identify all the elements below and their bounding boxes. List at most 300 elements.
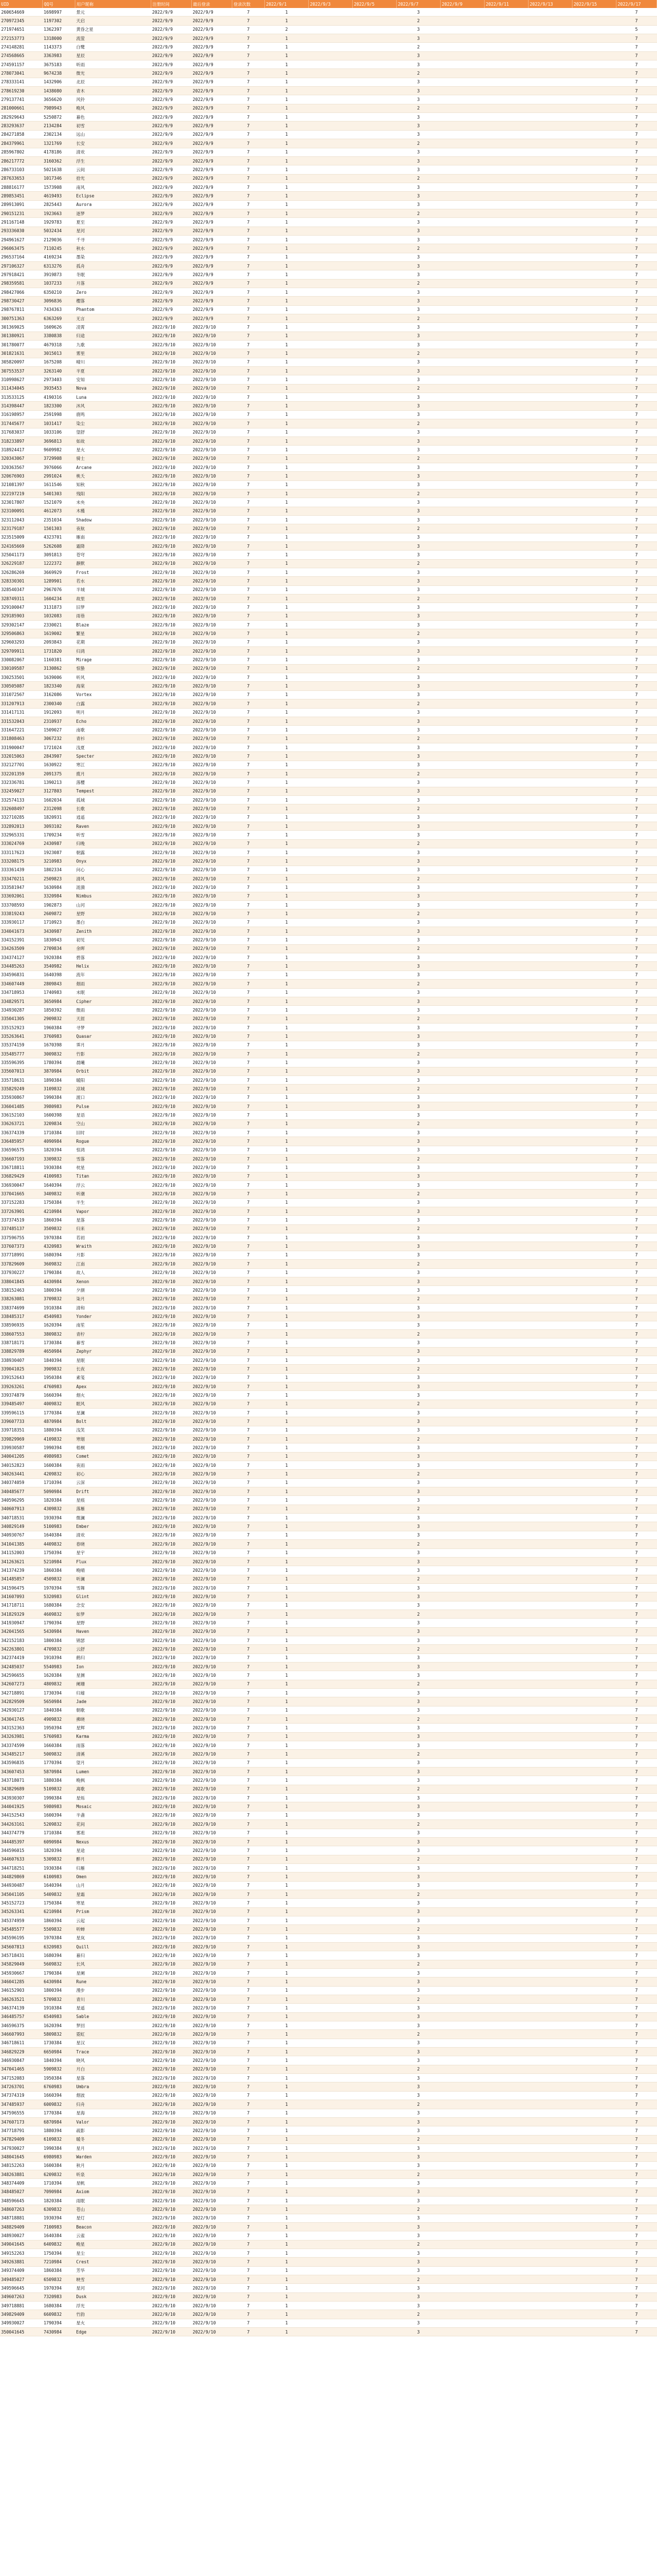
table-row[interactable] (0, 682, 657, 690)
table-cell: 1 (265, 1487, 309, 1496)
table-row[interactable] (0, 1978, 657, 1986)
table-row[interactable] (0, 1409, 657, 1417)
table-cell: 7 (616, 8, 657, 17)
table-row[interactable] (0, 927, 657, 936)
table-row[interactable] (0, 717, 657, 725)
table-row[interactable] (0, 1347, 657, 1356)
table-row[interactable] (0, 1146, 657, 1154)
table-row[interactable] (0, 95, 657, 104)
table-row[interactable] (0, 1119, 657, 1128)
table-row[interactable] (0, 1277, 657, 1285)
table-row[interactable] (0, 524, 657, 533)
table-row[interactable] (0, 980, 657, 988)
table-row[interactable] (0, 34, 657, 43)
table-cell: 340041205 (0, 1452, 43, 1461)
table-row[interactable] (0, 17, 657, 25)
table-row[interactable] (0, 1662, 657, 1671)
table-row[interactable] (0, 261, 657, 270)
table-row[interactable] (0, 253, 657, 261)
table-cell: 297106327 (0, 261, 43, 270)
table-row[interactable] (0, 1863, 657, 1872)
table-row[interactable] (0, 1207, 657, 1216)
table-row[interactable] (0, 1260, 657, 1268)
table-row[interactable] (0, 1321, 657, 1329)
column-header[interactable]: 最后登录 (192, 0, 232, 8)
table-row[interactable] (0, 375, 657, 384)
table-row[interactable] (0, 1995, 657, 2004)
table-cell: 天涯 (75, 1014, 151, 1023)
table-row[interactable] (0, 936, 657, 944)
column-header[interactable]: 2022/9/15 (573, 0, 616, 8)
table-row[interactable] (0, 2275, 657, 2284)
table-row[interactable] (0, 2126, 657, 2135)
table-row[interactable] (0, 831, 657, 839)
table-row[interactable] (0, 331, 657, 340)
table-row[interactable] (0, 1487, 657, 1496)
table-row[interactable] (0, 1837, 657, 1846)
table-row[interactable] (0, 1172, 657, 1180)
table-row[interactable] (0, 122, 657, 130)
table-row[interactable] (0, 1452, 657, 1461)
table-row[interactable] (0, 1382, 657, 1390)
table-row[interactable] (0, 1890, 657, 1898)
table-row[interactable] (0, 1855, 657, 1863)
table-cell: 7 (616, 1583, 657, 1592)
table-row[interactable] (0, 804, 657, 813)
table-row[interactable] (0, 1417, 657, 1426)
table-row[interactable] (0, 1329, 657, 1338)
table-row[interactable] (0, 2048, 657, 2056)
table-row[interactable] (0, 962, 657, 970)
table-row[interactable] (0, 1093, 657, 1102)
table-row[interactable] (0, 1653, 657, 1662)
table-row[interactable] (0, 726, 657, 734)
table-row[interactable] (0, 1111, 657, 1119)
table-row[interactable] (0, 235, 657, 244)
column-header[interactable]: 2022/9/7 (397, 0, 441, 8)
table-row[interactable] (0, 787, 657, 795)
table-row[interactable] (0, 341, 657, 349)
table-row[interactable] (0, 2004, 657, 2012)
table-row[interactable] (0, 393, 657, 402)
table-row[interactable] (0, 1085, 657, 1093)
table-row[interactable] (0, 305, 657, 314)
table-row[interactable] (0, 1540, 657, 1548)
table-row[interactable] (0, 1435, 657, 1443)
table-row[interactable] (0, 1873, 657, 1881)
table-row[interactable] (0, 1785, 657, 1793)
table-row[interactable] (0, 402, 657, 410)
table-row[interactable] (0, 2258, 657, 2266)
table-row[interactable] (0, 1531, 657, 1539)
table-row[interactable] (0, 1014, 657, 1023)
table-cell (441, 1382, 485, 1390)
table-row[interactable] (0, 656, 657, 664)
table-row[interactable] (0, 541, 657, 550)
table-row[interactable] (0, 51, 657, 60)
table-row[interactable] (0, 1610, 657, 1618)
table-row[interactable] (0, 436, 657, 445)
table-row[interactable] (0, 1758, 657, 1767)
table-row[interactable] (0, 621, 657, 629)
table-cell (309, 568, 353, 577)
table-row[interactable] (0, 708, 657, 717)
table-row[interactable] (0, 1312, 657, 1321)
table-row[interactable] (0, 1776, 657, 1785)
table-row[interactable] (0, 2117, 657, 2126)
table-row[interactable] (0, 1514, 657, 1522)
table-row[interactable] (0, 690, 657, 699)
table-row[interactable] (0, 1234, 657, 1242)
table-cell: 7 (616, 1907, 657, 1916)
table-row[interactable] (0, 1365, 657, 1373)
table-row[interactable] (0, 1645, 657, 1653)
table-cell (309, 1925, 353, 1934)
table-row[interactable] (0, 1575, 657, 1583)
table-row[interactable] (0, 1741, 657, 1750)
table-row[interactable] (0, 1986, 657, 1995)
table-row[interactable] (0, 1951, 657, 1960)
table-row[interactable] (0, 2109, 657, 2117)
table-row[interactable] (0, 585, 657, 594)
table-row[interactable] (0, 1697, 657, 1706)
table-row[interactable] (0, 1934, 657, 1942)
table-row[interactable] (0, 595, 657, 603)
table-row[interactable] (0, 2310, 657, 2319)
table-row[interactable] (0, 104, 657, 112)
table-row[interactable] (0, 1400, 657, 1408)
table-row[interactable] (0, 367, 657, 375)
table-row[interactable] (0, 1041, 657, 1049)
table-row[interactable] (0, 419, 657, 428)
table-row[interactable] (0, 2319, 657, 2327)
table-row[interactable] (0, 2030, 657, 2039)
table-row[interactable] (0, 489, 657, 498)
table-cell: 2022/9/10 (151, 612, 192, 620)
table-row[interactable] (0, 533, 657, 541)
table-row[interactable] (0, 480, 657, 489)
table-row[interactable] (0, 603, 657, 612)
table-row[interactable] (0, 892, 657, 900)
table-row[interactable] (0, 568, 657, 577)
table-row[interactable] (0, 2135, 657, 2144)
table-row[interactable] (0, 1102, 657, 1110)
table-row[interactable] (0, 1268, 657, 1277)
table-row[interactable] (0, 1338, 657, 1347)
table-row[interactable] (0, 944, 657, 953)
table-row[interactable] (0, 752, 657, 761)
table-row[interactable] (0, 1899, 657, 1907)
table-row[interactable] (0, 848, 657, 857)
table-row[interactable] (0, 2266, 657, 2275)
table-row[interactable] (0, 1067, 657, 1075)
table-row[interactable] (0, 901, 657, 909)
table-row[interactable] (0, 1049, 657, 1058)
column-header[interactable]: QQ号 (43, 0, 75, 8)
table-row[interactable] (0, 156, 657, 165)
table-row[interactable] (0, 244, 657, 253)
table-row[interactable] (0, 1750, 657, 1758)
table-row[interactable] (0, 1689, 657, 1697)
table-row[interactable] (0, 463, 657, 471)
table-row[interactable] (0, 1829, 657, 1837)
table-row[interactable] (0, 1601, 657, 1610)
table-row[interactable] (0, 1391, 657, 1400)
table-row[interactable] (0, 647, 657, 656)
table-row[interactable] (0, 1732, 657, 1741)
table-row[interactable] (0, 1942, 657, 1951)
table-row[interactable] (0, 1216, 657, 1224)
table-row[interactable] (0, 1820, 657, 1829)
column-header[interactable]: 2022/9/5 (353, 0, 397, 8)
table-row[interactable] (0, 2222, 657, 2231)
table-row[interactable] (0, 734, 657, 743)
table-row[interactable] (0, 2021, 657, 2030)
table-row[interactable] (0, 2065, 657, 2073)
table-row[interactable] (0, 778, 657, 787)
table-row[interactable] (0, 314, 657, 323)
table-row[interactable] (0, 2012, 657, 2021)
table-cell (441, 2179, 485, 2187)
table-row[interactable] (0, 297, 657, 305)
table-row[interactable] (0, 1155, 657, 1163)
table-row[interactable] (0, 1548, 657, 1557)
table-row[interactable] (0, 1794, 657, 1802)
table-row[interactable] (0, 2179, 657, 2187)
table-row[interactable] (0, 1426, 657, 1434)
table-row[interactable] (0, 551, 657, 559)
table-row[interactable] (0, 1680, 657, 1688)
table-row[interactable] (0, 60, 657, 69)
table-row[interactable] (0, 1907, 657, 1916)
table-row[interactable] (0, 1960, 657, 1968)
table-row[interactable] (0, 1627, 657, 1636)
table-row[interactable] (0, 1715, 657, 1724)
table-row[interactable] (0, 761, 657, 769)
table-row[interactable] (0, 2056, 657, 2065)
table-row[interactable] (0, 2328, 657, 2336)
table-row[interactable] (0, 2170, 657, 2178)
table-row[interactable] (0, 1075, 657, 1084)
table-row[interactable] (0, 857, 657, 866)
table-row[interactable] (0, 410, 657, 419)
column-header[interactable]: 2022/9/11 (485, 0, 529, 8)
table-row[interactable] (0, 279, 657, 288)
table-row[interactable] (0, 1583, 657, 1592)
table-row[interactable] (0, 1969, 657, 1978)
table-row[interactable] (0, 515, 657, 524)
table-row[interactable] (0, 2231, 657, 2240)
table-row[interactable] (0, 1129, 657, 1137)
table-cell (353, 314, 397, 323)
table-row[interactable] (0, 1496, 657, 1505)
table-row[interactable] (0, 1811, 657, 1819)
table-row[interactable] (0, 2100, 657, 2109)
column-header[interactable]: 2022/9/1 (265, 0, 309, 8)
table-row[interactable] (0, 1768, 657, 1776)
table-row[interactable] (0, 113, 657, 122)
table-row[interactable] (0, 822, 657, 830)
table-row[interactable] (0, 795, 657, 804)
table-row[interactable] (0, 130, 657, 139)
table-row[interactable] (0, 2091, 657, 2100)
table-row[interactable] (0, 1032, 657, 1041)
table-row[interactable] (0, 349, 657, 358)
table-row[interactable] (0, 165, 657, 174)
table-row[interactable] (0, 997, 657, 1005)
table-row[interactable] (0, 1802, 657, 1811)
table-row[interactable] (0, 918, 657, 927)
table-row[interactable] (0, 1023, 657, 1032)
table-row[interactable] (0, 883, 657, 892)
table-row[interactable] (0, 446, 657, 454)
table-row[interactable] (0, 1619, 657, 1627)
table-row[interactable] (0, 1190, 657, 1198)
table-row[interactable] (0, 1522, 657, 1531)
table-row[interactable] (0, 200, 657, 209)
table-row[interactable] (0, 813, 657, 822)
column-header[interactable]: 2022/9/17 (616, 0, 657, 8)
table-row[interactable] (0, 988, 657, 997)
column-header[interactable]: 2022/9/13 (529, 0, 573, 8)
table-row[interactable] (0, 1566, 657, 1575)
table-row[interactable] (0, 270, 657, 279)
table-row[interactable] (0, 1198, 657, 1207)
column-header[interactable]: 用户昵称 (75, 0, 151, 8)
table-row[interactable] (0, 507, 657, 515)
table-row[interactable] (0, 2214, 657, 2222)
table-row[interactable] (0, 384, 657, 393)
table-row[interactable] (0, 1671, 657, 1680)
table-row[interactable] (0, 2240, 657, 2249)
table-row[interactable] (0, 218, 657, 227)
table-row[interactable] (0, 498, 657, 507)
table-row[interactable] (0, 673, 657, 682)
table-row[interactable] (0, 1592, 657, 1601)
table-row[interactable] (0, 909, 657, 918)
table-row[interactable] (0, 2161, 657, 2170)
table-row[interactable] (0, 2249, 657, 2258)
column-header[interactable]: 2022/9/9 (441, 0, 485, 8)
table-row[interactable] (0, 323, 657, 331)
table-row[interactable] (0, 1242, 657, 1251)
table-row[interactable] (0, 699, 657, 708)
column-header[interactable]: 登录次数 (232, 0, 265, 8)
table-row[interactable] (0, 358, 657, 366)
table-row[interactable] (0, 769, 657, 778)
table-row[interactable] (0, 2039, 657, 2047)
table-row[interactable] (0, 1916, 657, 1924)
table-cell: 7 (232, 463, 265, 471)
table-row[interactable] (0, 612, 657, 620)
column-header[interactable]: UID (0, 0, 43, 8)
table-row[interactable] (0, 209, 657, 217)
table-row[interactable] (0, 1356, 657, 1364)
table-row[interactable] (0, 629, 657, 638)
table-row[interactable] (0, 1006, 657, 1014)
table-row[interactable] (0, 2196, 657, 2205)
table-row[interactable] (0, 664, 657, 673)
table-row[interactable] (0, 288, 657, 297)
table-row[interactable] (0, 577, 657, 585)
table-row[interactable] (0, 69, 657, 78)
column-header[interactable]: 注册时间 (151, 0, 192, 8)
table-row[interactable] (0, 1706, 657, 1714)
table-row[interactable] (0, 25, 657, 34)
table-row[interactable] (0, 2284, 657, 2292)
table-row[interactable] (0, 638, 657, 646)
table-row[interactable] (0, 1478, 657, 1487)
table-row[interactable] (0, 1443, 657, 1452)
table-row[interactable] (0, 1846, 657, 1855)
table-row[interactable] (0, 183, 657, 191)
table-row[interactable] (0, 559, 657, 568)
table-row[interactable] (0, 227, 657, 235)
table-row[interactable] (0, 454, 657, 463)
table-row[interactable] (0, 192, 657, 200)
table-row[interactable] (0, 1461, 657, 1470)
table-row[interactable] (0, 875, 657, 883)
table-cell: 1 (265, 892, 309, 900)
table-row[interactable] (0, 2302, 657, 2310)
table-row[interactable] (0, 1557, 657, 1566)
table-row[interactable] (0, 743, 657, 751)
table-row[interactable] (0, 1163, 657, 1172)
table-row[interactable] (0, 2144, 657, 2152)
column-header[interactable]: 2022/9/3 (309, 0, 353, 8)
table-row[interactable] (0, 839, 657, 848)
table-row[interactable] (0, 148, 657, 156)
table-row[interactable] (0, 1505, 657, 1513)
table-row[interactable] (0, 1137, 657, 1146)
table-row[interactable] (0, 472, 657, 480)
table-row[interactable] (0, 2205, 657, 2214)
table-row[interactable] (0, 1224, 657, 1233)
table-row[interactable] (0, 1295, 657, 1303)
table-row[interactable] (0, 2153, 657, 2161)
table-row[interactable] (0, 2074, 657, 2082)
table-row[interactable] (0, 43, 657, 51)
table-row[interactable] (0, 1724, 657, 1732)
table-row[interactable] (0, 1636, 657, 1644)
table-row[interactable] (0, 866, 657, 874)
table-row[interactable] (0, 428, 657, 436)
table-row[interactable] (0, 174, 657, 183)
table-row[interactable] (0, 1303, 657, 1312)
table-cell (485, 927, 529, 936)
table-row[interactable] (0, 139, 657, 148)
table-row[interactable] (0, 970, 657, 979)
table-row[interactable] (0, 8, 657, 17)
table-row[interactable] (0, 87, 657, 95)
table-row[interactable] (0, 1251, 657, 1259)
table-row[interactable] (0, 1470, 657, 1478)
table-row[interactable] (0, 1881, 657, 1890)
table-row[interactable] (0, 953, 657, 962)
table-row[interactable] (0, 1373, 657, 1382)
table-row[interactable] (0, 1925, 657, 1934)
table-row[interactable] (0, 78, 657, 86)
table-row[interactable] (0, 1058, 657, 1067)
table-cell (353, 78, 397, 86)
table-row[interactable] (0, 2187, 657, 2196)
table-cell: 347263701 (0, 2082, 43, 2091)
table-cell: 1 (265, 8, 309, 17)
table-row[interactable] (0, 1181, 657, 1190)
table-row[interactable] (0, 2082, 657, 2091)
table-row[interactable] (0, 2292, 657, 2301)
table-row[interactable] (0, 1286, 657, 1295)
